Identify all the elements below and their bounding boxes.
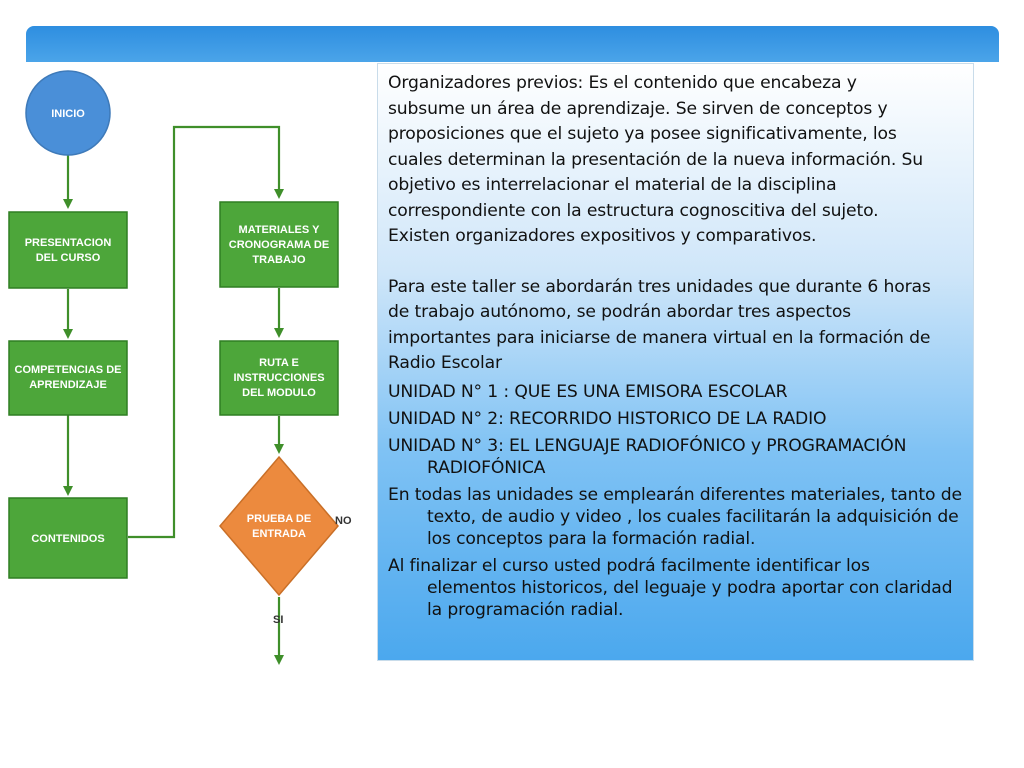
description-panel <box>377 63 974 661</box>
paragraph-gap <box>388 250 963 275</box>
node-entry-test <box>220 457 338 595</box>
node-start-label: INICIO <box>51 108 85 120</box>
arrow-contents-to-materials <box>128 127 279 537</box>
node-competencies-line2: APRENDIZAJE <box>29 379 107 391</box>
workshop-line: Radio Escolar <box>388 353 502 373</box>
workshop-line: importantes para iniciarse de manera virtual en la formación de <box>388 327 931 348</box>
node-competencies-line1: COMPETENCIAS DE <box>14 364 122 376</box>
node-materials <box>220 202 338 287</box>
unit-3: UNIDAD N° 3: EL LENGUAJE RADIOFÓNICO y PROGRAMACIÓN RADIOFÓNICA <box>388 435 907 478</box>
label-si: SI <box>273 614 284 626</box>
intro-line: cuales determinan la presentación de la nueva información. Su <box>388 149 923 170</box>
node-presentation-line1: PRESENTACION <box>24 237 112 249</box>
intro-line: objetivo es interrelacionar el material de la disciplina <box>388 175 837 195</box>
unit-1: UNIDAD N° 1 : QUE ES UNA EMISORA ESCOLAR <box>388 381 788 402</box>
intro-line: Existen organizadores expositivos y comparativos. <box>388 226 817 246</box>
intro-line: subsume un área de aprendizaje. Se sirven de conceptos y <box>388 98 888 119</box>
node-route-line1: RUTA E <box>259 357 299 369</box>
materials-note: En todas las unidades se emplearán diferentes materiales, tanto de texto, de audio y video , los cuales facilitarán la adquisición de los conceptos para la formación radial. <box>388 484 962 549</box>
node-materials-line1: MATERIALES Y <box>238 224 320 236</box>
node-route-line3: DEL MODULO <box>242 387 316 399</box>
node-presentation-line2: DEL CURSO <box>35 252 101 264</box>
node-competencies <box>9 341 127 415</box>
node-contents-label: CONTENIDOS <box>31 533 105 545</box>
label-no: NO <box>335 515 352 527</box>
closing-note: Al finalizar el curso usted podrá facilmente identificar los elementos historicos, del leguaje y podra aportar con claridad la programación radial. <box>388 555 953 620</box>
node-start <box>26 71 110 155</box>
intro-line: correspondiente con la estructura cognoscitiva del sujeto. <box>388 200 879 221</box>
unit-2: UNIDAD N° 2: RECORRIDO HISTORICO DE LA RADIO <box>388 408 827 429</box>
workshop-line: de trabajo autónomo, se podrán abordar tres aspectos <box>388 302 851 322</box>
node-route <box>220 341 338 415</box>
node-entry-test-line1: PRUEBA DE <box>246 513 312 525</box>
node-entry-test-line2: ENTRADA <box>252 528 306 540</box>
intro-line: Organizadores previos: Es el contenido que encabeza y <box>388 73 857 93</box>
node-route-line2: INSTRUCCIONES <box>233 372 325 384</box>
workshop-line: Para este taller se abordarán tres unidades que durante 6 horas <box>388 276 931 297</box>
node-presentation <box>9 212 127 288</box>
intro-line: proposiciones que el sujeto ya posee significativamente, los <box>388 124 897 144</box>
node-contents <box>9 498 127 578</box>
node-materials-line3: TRABAJO <box>252 254 306 266</box>
node-materials-line2: CRONOGRAMA DE <box>228 239 330 251</box>
